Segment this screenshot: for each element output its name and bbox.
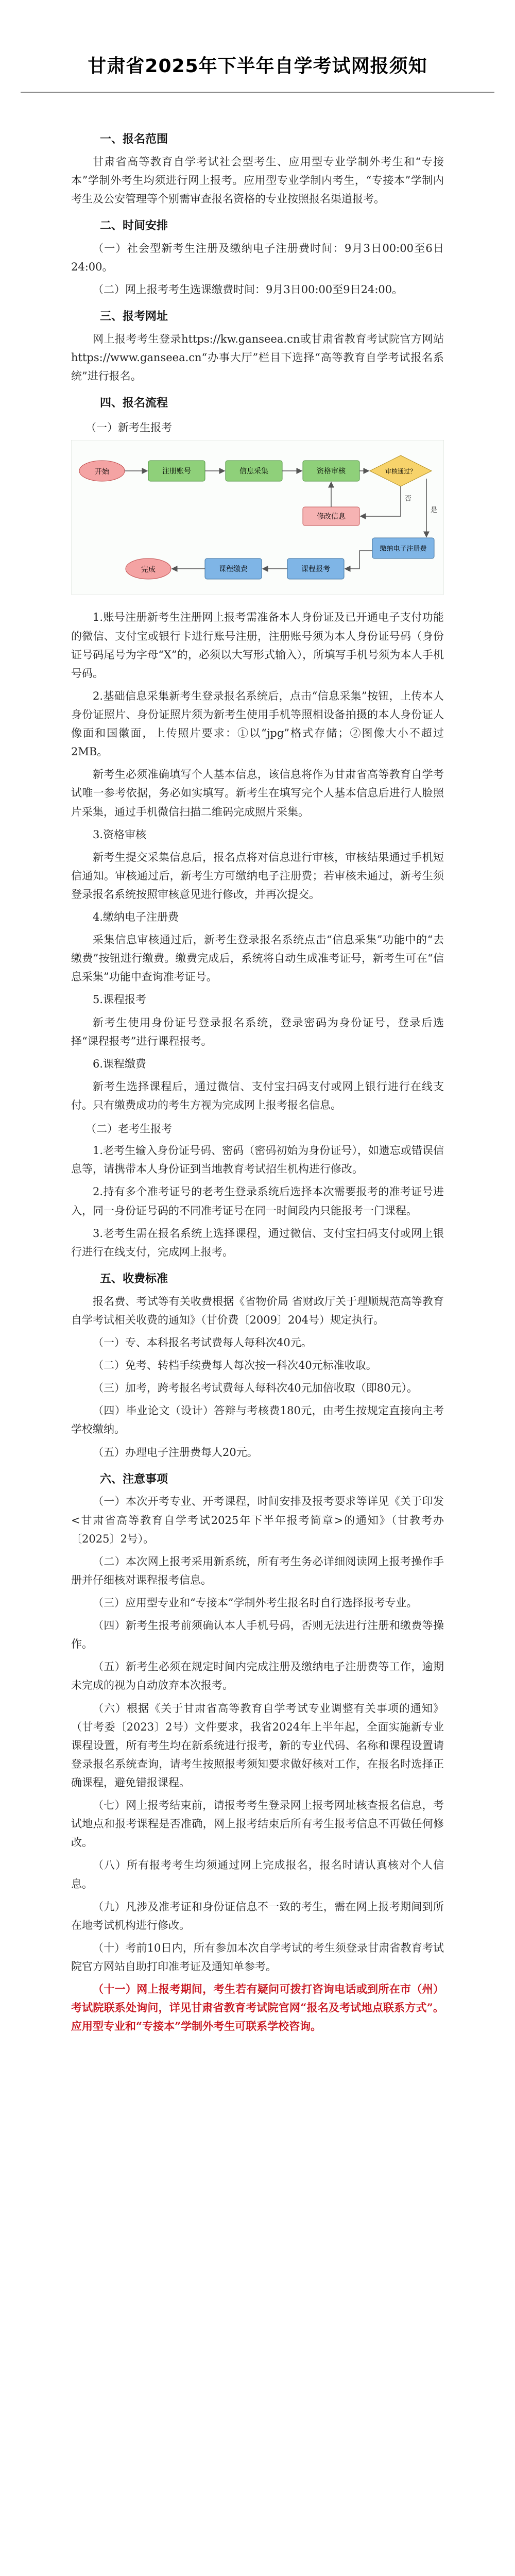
section-heading-notes: 六、注意事项 <box>100 1472 168 1486</box>
flow-end-label: 完成 <box>141 566 156 574</box>
note-1: （一）本次开考专业、开考课程，时间安排及报考要求等详见《关于印发<甘肃省高等教育自学考试2025年下半年报考简章>的通知》（甘教考办〔2025〕2号）。 <box>71 1495 444 1545</box>
flowchart-svg <box>71 440 444 595</box>
note-9: （九）凡涉及准考证和身份证信息不一致的考生，需在网上报考期间到所在地考试机构进行修改。 <box>71 1900 444 1931</box>
flow-step-course-label: 课程报考 <box>301 565 330 574</box>
note-6: （六）根据《关于甘肃省高等教育自学考试专业调整有关事项的通知》（甘考委〔2023〕2号）文件要求，我省2024年上半年起，全面实施新专业课程设置，所有考生均在新系统进行报考，新的专业代码、名称和课程设置请登录报名系统查询，请考生按照报考须知要求做好核对工作，在报名时选择正确课程，避免错报课程。 <box>71 1702 444 1789</box>
notice-body <box>71 122 444 2040</box>
note-7: （七）网上报考结束前，请报考考生登录网上报考网址核查报名信息，考试地点和报考课程是否准确，网上报考结束后所有考生报考信息不再做任何修改。 <box>71 1799 444 1849</box>
scope-paragraph: 甘肃省高等教育自学考试社会型考生、应用型专业学制外考生和“专接本”学制外考生均须进行网上报考。应用型专业学制内考生，“专接本”学制内考生及公安管理等个别需审查报名资格的专业按照报名渠道报考。 <box>71 155 444 206</box>
flow-step-register-label: 注册账号 <box>162 467 191 476</box>
note-2: （二）本次网上报考采用新系统，所有考生务必详细阅读网上报考操作手册并仔细核对课程报考信息。 <box>71 1555 444 1586</box>
note-11-highlight: （十一）网上报考期间，考生若有疑问可拨打咨询电话或到所在市（州）考试院联系处询问，详见甘肃省教育考试院官网“报名及考试地点联系方式”。应用型专业和“专接本”学制外考生可联系学校咨询。 <box>71 1982 444 2033</box>
new-step-4-title: 4.缴纳电子注册费 <box>93 911 179 924</box>
flow-step-fee-label: 缴纳电子注册费 <box>380 545 427 553</box>
section-heading-url: 三、报考网址 <box>100 310 168 324</box>
new-step-1: 1.账号注册新考生注册网上报考需准备本人身份证及已开通电子支付功能的微信、支付宝或银行卡进行账号注册，注册账号须为本人身份证号码（身份证号码尾号为字母“X”的，必须以大写形式输入），所填写手机号须为本人手机号码。 <box>71 611 444 680</box>
fee-item-1: （一）专、本科报名考试费每人每科次40元。 <box>93 1336 312 1349</box>
section-heading-fees: 五、收费标准 <box>100 1272 168 1285</box>
page-title: 甘肃省2025年下半年自学考试网报须知 <box>88 56 427 77</box>
fee-item-5: （五）办理电子注册费每人20元。 <box>93 1446 258 1459</box>
flow-fix-label: 修改信息 <box>317 513 346 521</box>
flow-branch-yes-label: 是 <box>431 506 438 515</box>
section-heading-scope: 一、报名范围 <box>100 133 168 146</box>
new-step-2: 2.基础信息采集新考生登录报名系统后，点击“信息采集”按钮，上传本人身份证照片、身份证照片须为新考生使用手机等照相设备拍摄的本人身份证人像面和国徽面，上传照片要求：①以“jpg”格式存储；②图像大小不超过2MB。 <box>71 689 444 758</box>
new-step-4: 采集信息审核通过后，新考生登录报名系统点击“信息采集”功能中的“去缴费”按钮进行缴费。缴费完成后，系统将自动生成准考证号，新考生可在“信息采集”功能中查询准考证号。 <box>71 934 444 984</box>
section-heading-schedule: 二、时间安排 <box>100 219 168 233</box>
new-step-5: 新考生使用身份证号登录报名系统，登录密码为身份证号，登录后选择“课程报考”进行课程报考。 <box>71 1016 444 1047</box>
note-3: （三）应用型专业和“专接本”学制外考生报名时自行选择报考专业。 <box>93 1596 418 1609</box>
flow-decision-label: 审核通过？ <box>385 468 417 476</box>
new-step-2b: 新考生必须准确填写个人基本信息，该信息将作为甘肃省高等教育自学考试唯一参考依据，务必如实填写。新考生在填写完个人基本信息后进行人脸照片采集，通过手机微信扫描二维码完成照片采集。 <box>71 768 444 818</box>
fee-item-2: （二）免考、转档手续费每人每次按一科次40元标准收取。 <box>93 1359 377 1372</box>
note-8: （八）所有报考考生均须通过网上完成报名，报名时请认真核对个人信息。 <box>71 1859 444 1890</box>
note-5: （五）新考生必须在规定时间内完成注册及缴纳电子注册费等工作，逾期未完成的视为自动放弃本次报考。 <box>71 1660 444 1692</box>
old-step-2: 2.持有多个准考证号的老考生登录系统后选择本次需要报考的准考证号进入，同一身份证号码的不同准考证号在同一时间段内只能报考一门课程。 <box>71 1185 444 1217</box>
note-4: （四）新考生报考前须确认本人手机号码，否则无法进行注册和缴费等操作。 <box>71 1619 444 1651</box>
flow-start-label: 开始 <box>95 468 109 477</box>
flow-step-review-label: 资格审核 <box>317 467 346 476</box>
new-step-5-title: 5.课程报考 <box>93 993 147 1006</box>
fees-basis: 报名费、考试等有关收费根据《省物价局 省财政厅关于理顺规范高等教育自学考试相关收费的通知》（甘价费〔2009〕204号）规定执行。 <box>71 1295 444 1326</box>
fee-item-3: （三）加考，跨考报名考试费每人每科次40元加倍收取（即80元）。 <box>93 1382 418 1395</box>
registration-flowchart <box>71 440 444 595</box>
old-step-1: 1.老考生输入身份证号码、密码（密码初始为身份证号），如遗忘或错误信息等，请携带本人身份证到当地教育考试招生机构进行修改。 <box>71 1144 444 1176</box>
url-paragraph[interactable]: 网上报考考生登录https://kw.ganseea.cn或甘肃省教育考试院官方网站https://www.ganseea.cn“办事大厅”栏目下选择“高等教育自学考试报名系统”进行报名。 <box>71 333 444 383</box>
subheading-new-candidates: （一）新考生报考 <box>85 421 172 434</box>
schedule-item-1: （一）社会型新考生注册及缴纳电子注册费时间：9月3日00:00至6日24:00。 <box>71 242 444 274</box>
old-step-3: 3.老考生需在报名系统上选择课程，通过微信、支付宝扫码支付或网上银行进行在线支付，完成网上报考。 <box>71 1227 444 1258</box>
flow-step-payment-label: 课程缴费 <box>219 565 248 574</box>
schedule-item-2: （二）网上报考考生选课缴费时间：9月3日00:00至9日24:00。 <box>93 283 403 296</box>
section-heading-process: 四、报名流程 <box>100 397 168 410</box>
flow-step-info-label: 信息采集 <box>239 467 268 476</box>
new-step-6-title: 6.课程缴费 <box>93 1057 147 1070</box>
new-step-6: 新考生选择课程后，通过微信、支付宝扫码支付或网上银行进行在线支付。只有缴费成功的考生方视为完成网上报考报名信息。 <box>71 1080 444 1112</box>
new-step-3-title: 3.资格审核 <box>93 828 147 841</box>
title-divider <box>21 92 494 93</box>
subheading-returning-candidates: （二）老考生报考 <box>85 1123 172 1136</box>
note-10: （十）考前10日内，所有参加本次自学考试的考生须登录甘肃省教育考试院官方网站自助打印准考证及通知单参考。 <box>71 1941 444 1973</box>
new-step-3: 新考生提交采集信息后，报名点将对信息进行审核，审核结果通过手机短信通知。审核通过后，新考生方可缴纳电子注册费；若审核未通过，新考生须登录报名系统按照审核意见进行修改，并再次提交。 <box>71 851 444 901</box>
flow-branch-no-label: 否 <box>405 495 412 503</box>
fee-item-4: （四）毕业论文（设计）答辩与考核费180元，由考生按规定直接向主考学校缴纳。 <box>71 1404 444 1436</box>
